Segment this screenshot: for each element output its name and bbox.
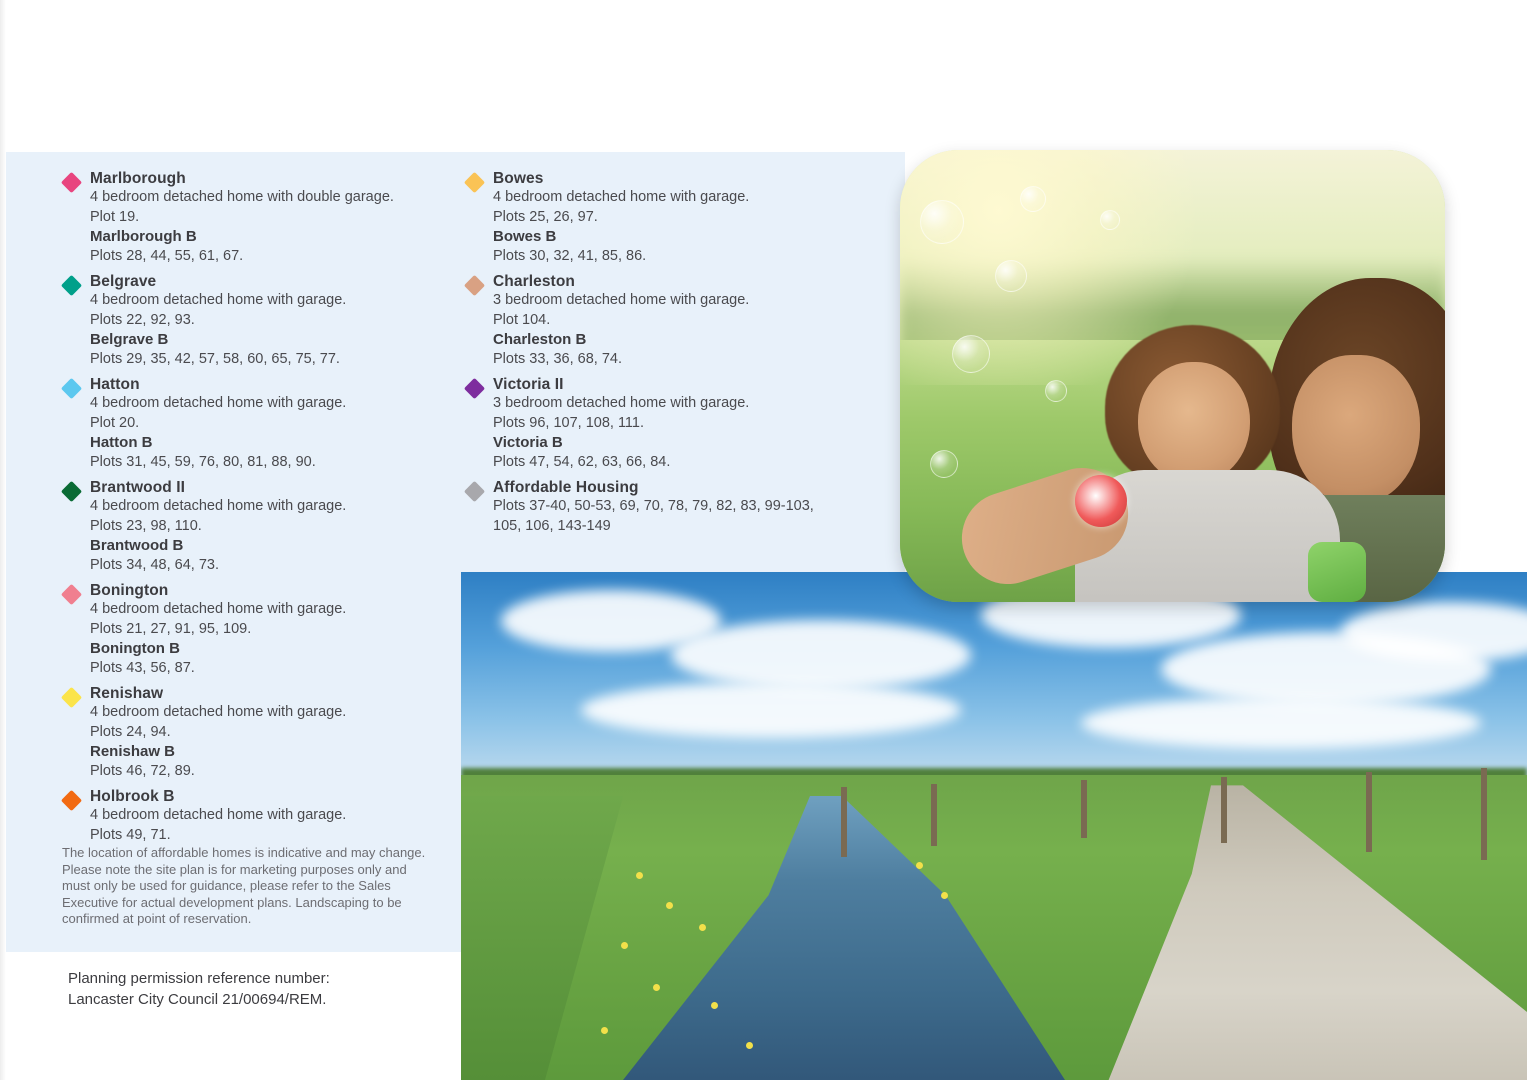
house-type-name: Bowes (493, 170, 544, 187)
legend-item (465, 376, 845, 472)
wildflower (636, 872, 643, 879)
fence-post (931, 784, 937, 846)
house-type-name: Victoria II (493, 376, 564, 393)
house-type-variant-plots: Plots 47, 54, 62, 63, 66, 84. (493, 453, 671, 470)
color-swatch-icon (464, 378, 485, 399)
house-type-variant-name: Charleston B (493, 331, 587, 348)
house-type-variant-plots: Plots 33, 36, 68, 74. (493, 350, 622, 367)
page-edge-shading (0, 0, 6, 1080)
house-type-variant-plots: Plots 46, 72, 89. (90, 762, 195, 779)
house-type-description: 4 bedroom detached home with garage. (90, 704, 347, 720)
countryside-path-and-stream-photo (461, 572, 1527, 1080)
color-swatch-icon (464, 481, 485, 502)
cloud (671, 620, 971, 690)
house-type-variant-name: Brantwood B (90, 537, 184, 554)
house-type-plots: Plot 19. (90, 208, 140, 225)
house-type-name: Charleston (493, 273, 575, 290)
house-type-description: 4 bedroom detached home with garage. (90, 395, 347, 411)
legend-item (465, 479, 845, 536)
house-type-name: Hatton (90, 376, 140, 393)
house-type-description: 4 bedroom detached home with double garage. (90, 189, 394, 205)
color-swatch-icon (61, 790, 82, 811)
house-type-name: Belgrave (90, 273, 157, 290)
house-type-variant-name: Victoria B (493, 434, 563, 451)
soap-bubble (1020, 186, 1046, 212)
legend-item (62, 788, 425, 845)
wildflower (653, 984, 660, 991)
house-type-plots: Plots 24, 94. (90, 723, 171, 740)
fence-post (841, 787, 847, 857)
planning-permission-note (68, 968, 468, 1010)
house-type-description: 3 bedroom detached home with garage. (493, 395, 750, 411)
house-type-plots: Plots 25, 26, 97. (493, 208, 598, 225)
soap-bubble (930, 450, 958, 478)
legend-item (465, 170, 845, 266)
wildflower (699, 924, 706, 931)
house-type-variant-plots: Plots 34, 48, 64, 73. (90, 556, 219, 573)
house-type-variant-name: Hatton B (90, 434, 153, 451)
house-type-description: 4 bedroom detached home with garage. (90, 498, 347, 514)
color-swatch-icon (61, 584, 82, 605)
color-swatch-icon (61, 687, 82, 708)
house-type-name: Affordable Housing (493, 479, 639, 496)
house-type-name: Renishaw (90, 685, 164, 702)
house-type-variant-name: Renishaw B (90, 743, 176, 760)
child-face (1138, 362, 1250, 484)
color-swatch-icon (61, 481, 82, 502)
wildflower (621, 942, 628, 949)
soap-bubble (1045, 380, 1067, 402)
soap-bubble (952, 335, 990, 373)
house-type-variant-plots: Plots 30, 32, 41, 85, 86. (493, 247, 647, 264)
house-type-variant-name: Bonington B (90, 640, 180, 657)
cloud (581, 682, 961, 738)
house-type-name: Brantwood II (90, 479, 186, 496)
color-swatch-icon (464, 275, 485, 296)
soap-bubble (1100, 210, 1120, 230)
legend-item (62, 685, 425, 781)
house-type-plots: Plot 104. (493, 311, 551, 328)
house-type-name: Bonington (90, 582, 169, 599)
house-type-variant-plots: Plots 31, 45, 59, 76, 80, 81, 88, 90. (90, 453, 316, 470)
color-swatch-icon (61, 275, 82, 296)
legend-item (62, 273, 425, 369)
legend-item (62, 376, 425, 472)
house-type-name: Marlborough (90, 170, 186, 187)
fence-post (1481, 768, 1487, 860)
legend-item (465, 273, 845, 369)
bubble-wand (1075, 475, 1127, 527)
planning-line-1: Planning permission reference number: (68, 970, 330, 987)
house-type-description: 4 bedroom detached home with garage. (90, 292, 347, 308)
wildflower (916, 862, 923, 869)
house-type-description: 4 bedroom detached home with garage. (90, 807, 347, 823)
wildflower (601, 1027, 608, 1034)
legend-item (62, 479, 425, 575)
wildflower (941, 892, 948, 899)
house-type-description: 4 bedroom detached home with garage. (493, 189, 750, 205)
house-type-variant-plots: Plots 29, 35, 42, 57, 58, 60, 65, 75, 77. (90, 350, 340, 367)
house-type-description: 4 bedroom detached home with garage. (90, 601, 347, 617)
family-blowing-bubbles-photo (900, 150, 1445, 602)
house-type-plots: Plots 37-40, 50-53, 69, 70, 78, 79, 82, 83, 99-103, 105, 106, 143-149 (493, 498, 814, 534)
color-swatch-icon (61, 172, 82, 193)
planning-line-2: Lancaster City Council 21/00694/REM. (68, 991, 327, 1008)
fence-post (1221, 777, 1227, 843)
legend-column-left (0, 152, 425, 952)
wildflower (746, 1042, 753, 1049)
house-type-name: Holbrook B (90, 788, 175, 805)
house-type-plots: Plots 23, 98, 110. (90, 517, 202, 534)
wildflower (711, 1002, 718, 1009)
house-type-variant-name: Marlborough B (90, 228, 197, 245)
soap-bubble (995, 260, 1027, 292)
disclaimer-text: The location of affordable homes is indicative and may change. Please note the site plan is for marketing purposes only and must only be used for guidance, please refer to the Sales Executive for actual development plans. Landscaping to be confirmed at point of reservation. (62, 845, 426, 926)
legend-item (62, 170, 425, 266)
cloud (1081, 697, 1481, 749)
fence-post (1081, 780, 1087, 838)
house-type-plots: Plots 49, 71. (90, 826, 171, 843)
color-swatch-icon (61, 378, 82, 399)
house-type-variant-name: Bowes B (493, 228, 557, 245)
fence-post (1366, 772, 1372, 852)
bubble-bottle (1308, 542, 1366, 602)
house-type-variant-plots: Plots 43, 56, 87. (90, 659, 195, 676)
house-type-description: 3 bedroom detached home with garage. (493, 292, 750, 308)
color-swatch-icon (464, 172, 485, 193)
house-type-plots: Plots 21, 27, 91, 95, 109. (90, 620, 252, 637)
legend-item (62, 582, 425, 678)
house-type-plots: Plots 22, 92, 93. (90, 311, 195, 328)
house-type-plots: Plots 96, 107, 108, 111. (493, 414, 645, 431)
soap-bubble (920, 200, 964, 244)
page-top-white-band (0, 0, 1527, 152)
wildflower (666, 902, 673, 909)
house-type-plots: Plot 20. (90, 414, 140, 431)
house-type-variant-name: Belgrave B (90, 331, 169, 348)
house-type-variant-plots: Plots 28, 44, 55, 61, 67. (90, 247, 244, 264)
